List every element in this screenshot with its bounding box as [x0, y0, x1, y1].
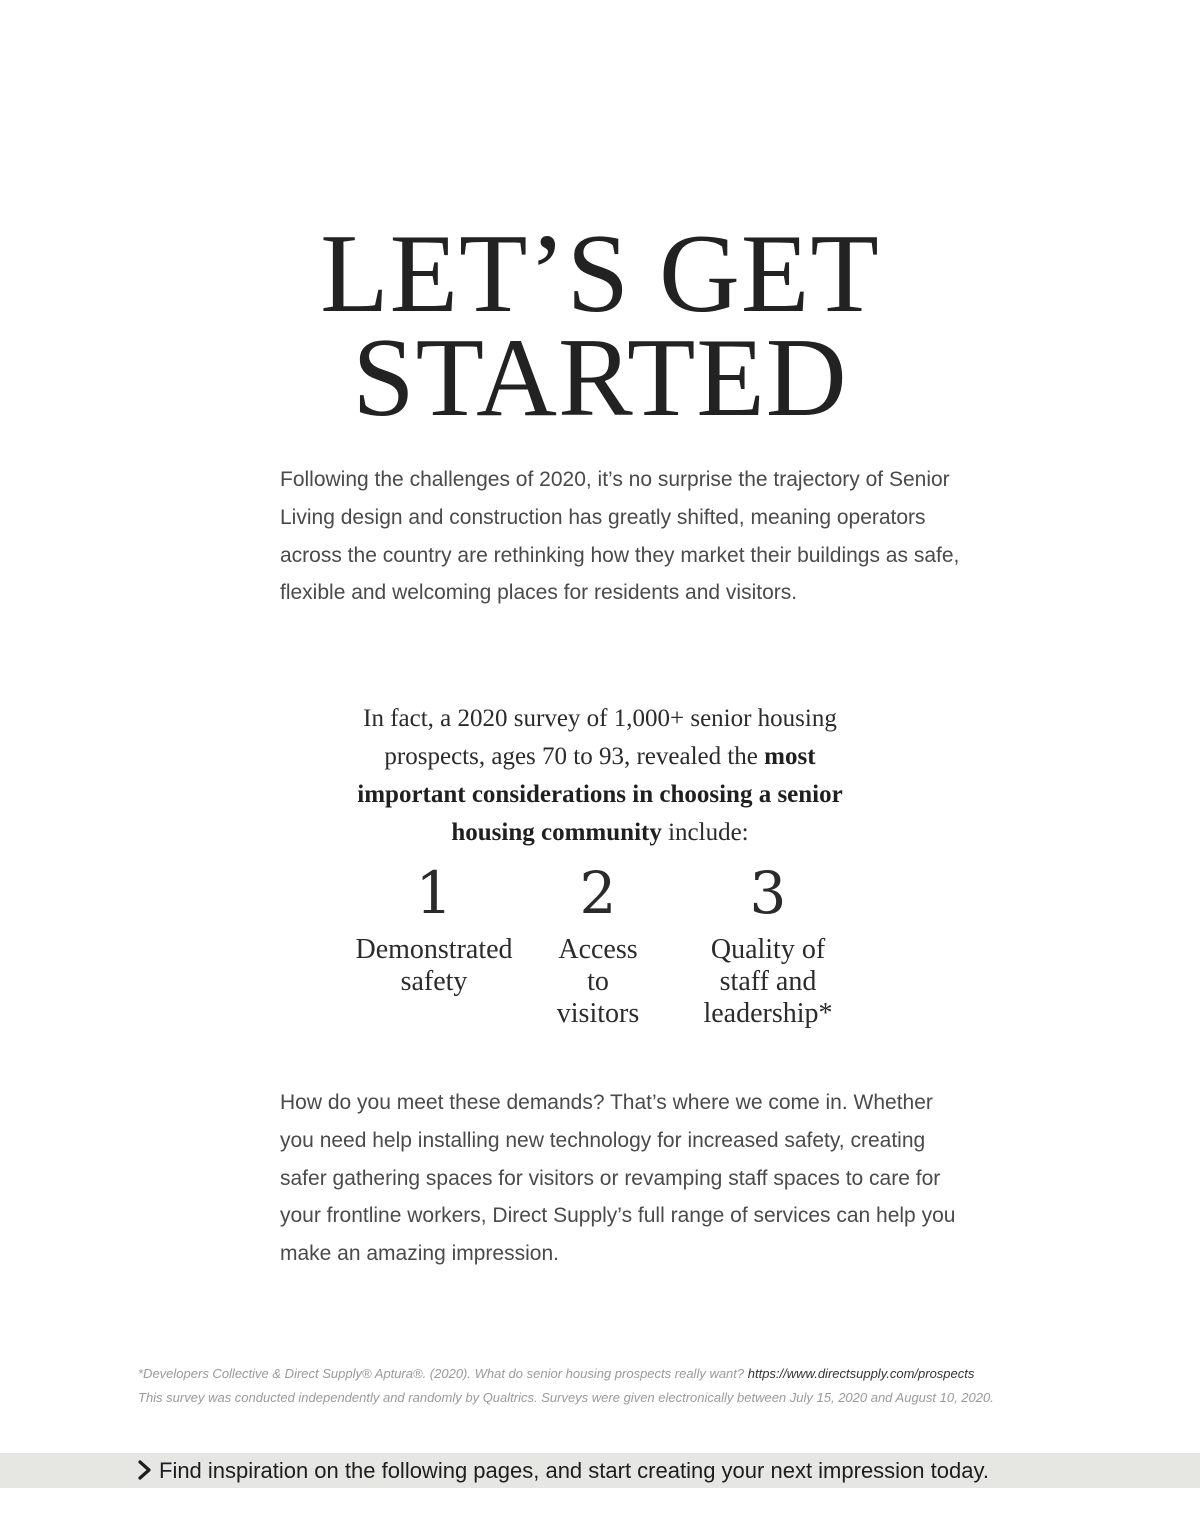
consideration-2	[538, 858, 658, 1030]
closing-paragraph: How do you meet these demands? That’s where we come in. Whether you need help installing new technology for increased safety, creating safer gathering spaces for visitors or revamping staff spaces to care for your frontline workers, Direct Supply’s full range of services can help you make an amazing impression.	[280, 1091, 956, 1266]
intro-paragraph: Following the challenges of 2020, it’s no surprise the trajectory of Senior Living design and construction has greatly shifted, meaning operators across the country are rethinking how they market their buildings as safe, flexible and welcoming places for residents and visitors.	[280, 468, 960, 605]
consideration-1	[334, 858, 534, 998]
consideration-number: 3	[749, 859, 787, 927]
footnote	[138, 1362, 1138, 1410]
consideration-label-line: safety	[400, 966, 468, 997]
consideration-number: 1	[415, 859, 453, 927]
consideration-label-line: Access	[558, 934, 638, 965]
consideration-label-line: leadership*	[703, 998, 833, 1029]
page-title-line-1: LET’S GET	[320, 212, 880, 336]
survey-text-after: include:	[661, 819, 749, 846]
consideration-number: 2	[579, 859, 617, 927]
consideration-label-line: to	[587, 966, 609, 997]
consideration-label-line: Quality of	[710, 934, 826, 965]
page-title	[0, 212, 1200, 440]
consideration-label-line: Demonstrated	[355, 934, 513, 965]
survey-statement	[330, 700, 870, 852]
survey-text-before: In fact, a 2020 survey of 1,000+ senior housing prospects, ages 70 to 93, revealed the	[363, 705, 837, 770]
footnote-survey-note: This survey was conducted independently and randomly by Qualtrics. Surveys were given electronically between July 15, 2020 and August 10, 2020.	[138, 1390, 994, 1405]
footnote-citation-line	[138, 1362, 1138, 1386]
chevron-right-icon	[136, 1459, 154, 1481]
consideration-label-line: staff and	[719, 966, 817, 997]
cta-text: Find inspiration on the following pages, and start creating your next impression today.	[159, 1458, 989, 1483]
survey-text-bold: most important considerations in choosing a senior housing community	[357, 743, 843, 846]
consideration-3	[678, 858, 858, 1030]
footnote-citation: *Developers Collective & Direct Supply® Aptura®. (2020). What do senior housing prospects really want?	[138, 1366, 748, 1381]
footnote-url-link[interactable]: https://www.directsupply.com/prospects	[747, 1366, 975, 1381]
cta-banner	[0, 1453, 1200, 1488]
page-title-line-2: STARTED	[352, 316, 848, 440]
consideration-label-line: visitors	[556, 998, 640, 1029]
